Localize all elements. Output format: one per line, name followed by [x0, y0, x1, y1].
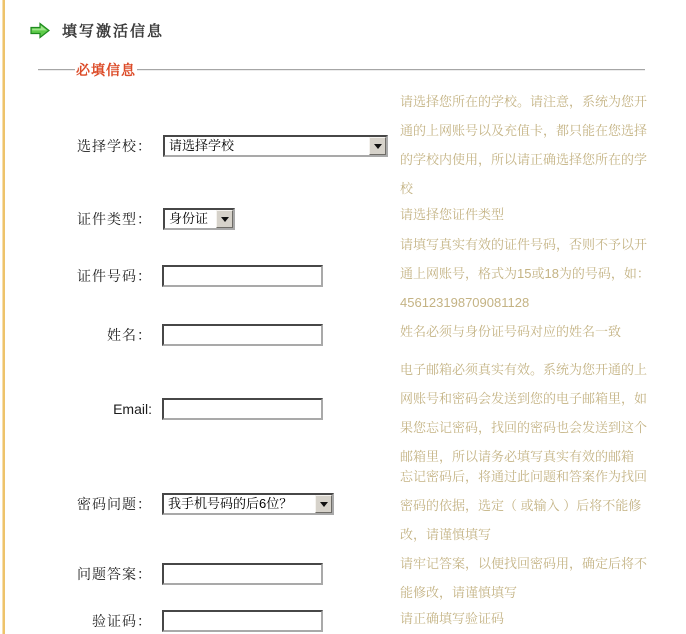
- name-input[interactable]: [162, 324, 323, 346]
- chevron-down-icon[interactable]: [315, 495, 332, 513]
- password-question-select[interactable]: [162, 493, 334, 515]
- chevron-down-icon[interactable]: [216, 210, 233, 228]
- school-select-value: 请选择学校: [169, 138, 235, 153]
- down-triangle-glyph: [374, 144, 382, 149]
- left-accent-border: [2, 0, 5, 634]
- password-question-help-text: 忘记密码后，将通过此问题和答案作为找回密码的依据，选定（ 或输入 ）后将不能修改，请谨慎填写: [400, 469, 648, 542]
- page-title: 填写激活信息: [62, 23, 165, 40]
- divider-line-left: [38, 69, 75, 71]
- captcha-label: 验证码：: [92, 613, 152, 629]
- down-triangle-glyph: [320, 502, 328, 507]
- id-type-label: 证件类型：: [77, 211, 152, 227]
- school-label: 选择学校：: [77, 138, 152, 154]
- captcha-help-text: 请正确填写验证码: [400, 611, 505, 626]
- school-select[interactable]: [163, 135, 388, 157]
- id-number-label: 证件号码：: [77, 268, 152, 284]
- green-right-arrow-icon: [30, 22, 50, 39]
- captcha-input[interactable]: [162, 610, 323, 632]
- school-help-text: 请选择您所在的学校。请注意，系统为您开通的上网账号以及充值卡，都只能在您选择的学校内使用，所以请正确选择您所在的学校: [400, 94, 648, 196]
- email-help-text: 电子邮箱必须真实有效。系统为您开通的上网账号和密码会发送到您的电子邮箱里，如果您忘记密码，找回的密码也会发送到这个邮箱里，所以请务必填写真实有效的邮箱: [400, 362, 648, 464]
- divider-line-right: [137, 69, 645, 71]
- id-type-select-value: 身份证: [169, 211, 209, 226]
- down-triangle-glyph: [221, 217, 229, 222]
- email-label: Email:: [113, 401, 152, 417]
- name-help-text: 姓名必须与身份证号码对应的姓名一致: [400, 324, 622, 339]
- answer-label: 问题答案：: [77, 566, 152, 582]
- password-question-label: 密码问题：: [77, 496, 152, 512]
- chevron-down-icon[interactable]: [369, 137, 386, 155]
- id-number-input[interactable]: [162, 265, 323, 287]
- name-label: 姓名：: [107, 327, 152, 343]
- answer-input[interactable]: [162, 563, 323, 585]
- id-number-help-text: 请填写真实有效的证件号码，否则不予以开通上网账号，格式为15或18为的号码，如：456123198709081128: [400, 237, 650, 310]
- password-question-select-value: 我手机号码的后6位？: [168, 496, 293, 511]
- id-type-select[interactable]: [163, 208, 235, 230]
- required-section-divider: [38, 61, 645, 79]
- id-type-help-text: 请选择您证件类型: [400, 207, 505, 222]
- answer-help-text: 请牢记答案，以便找回密码用，确定后将不能修改，请谨慎填写: [400, 556, 648, 600]
- email-input[interactable]: [162, 398, 323, 420]
- required-section-label: 必填信息: [76, 62, 136, 78]
